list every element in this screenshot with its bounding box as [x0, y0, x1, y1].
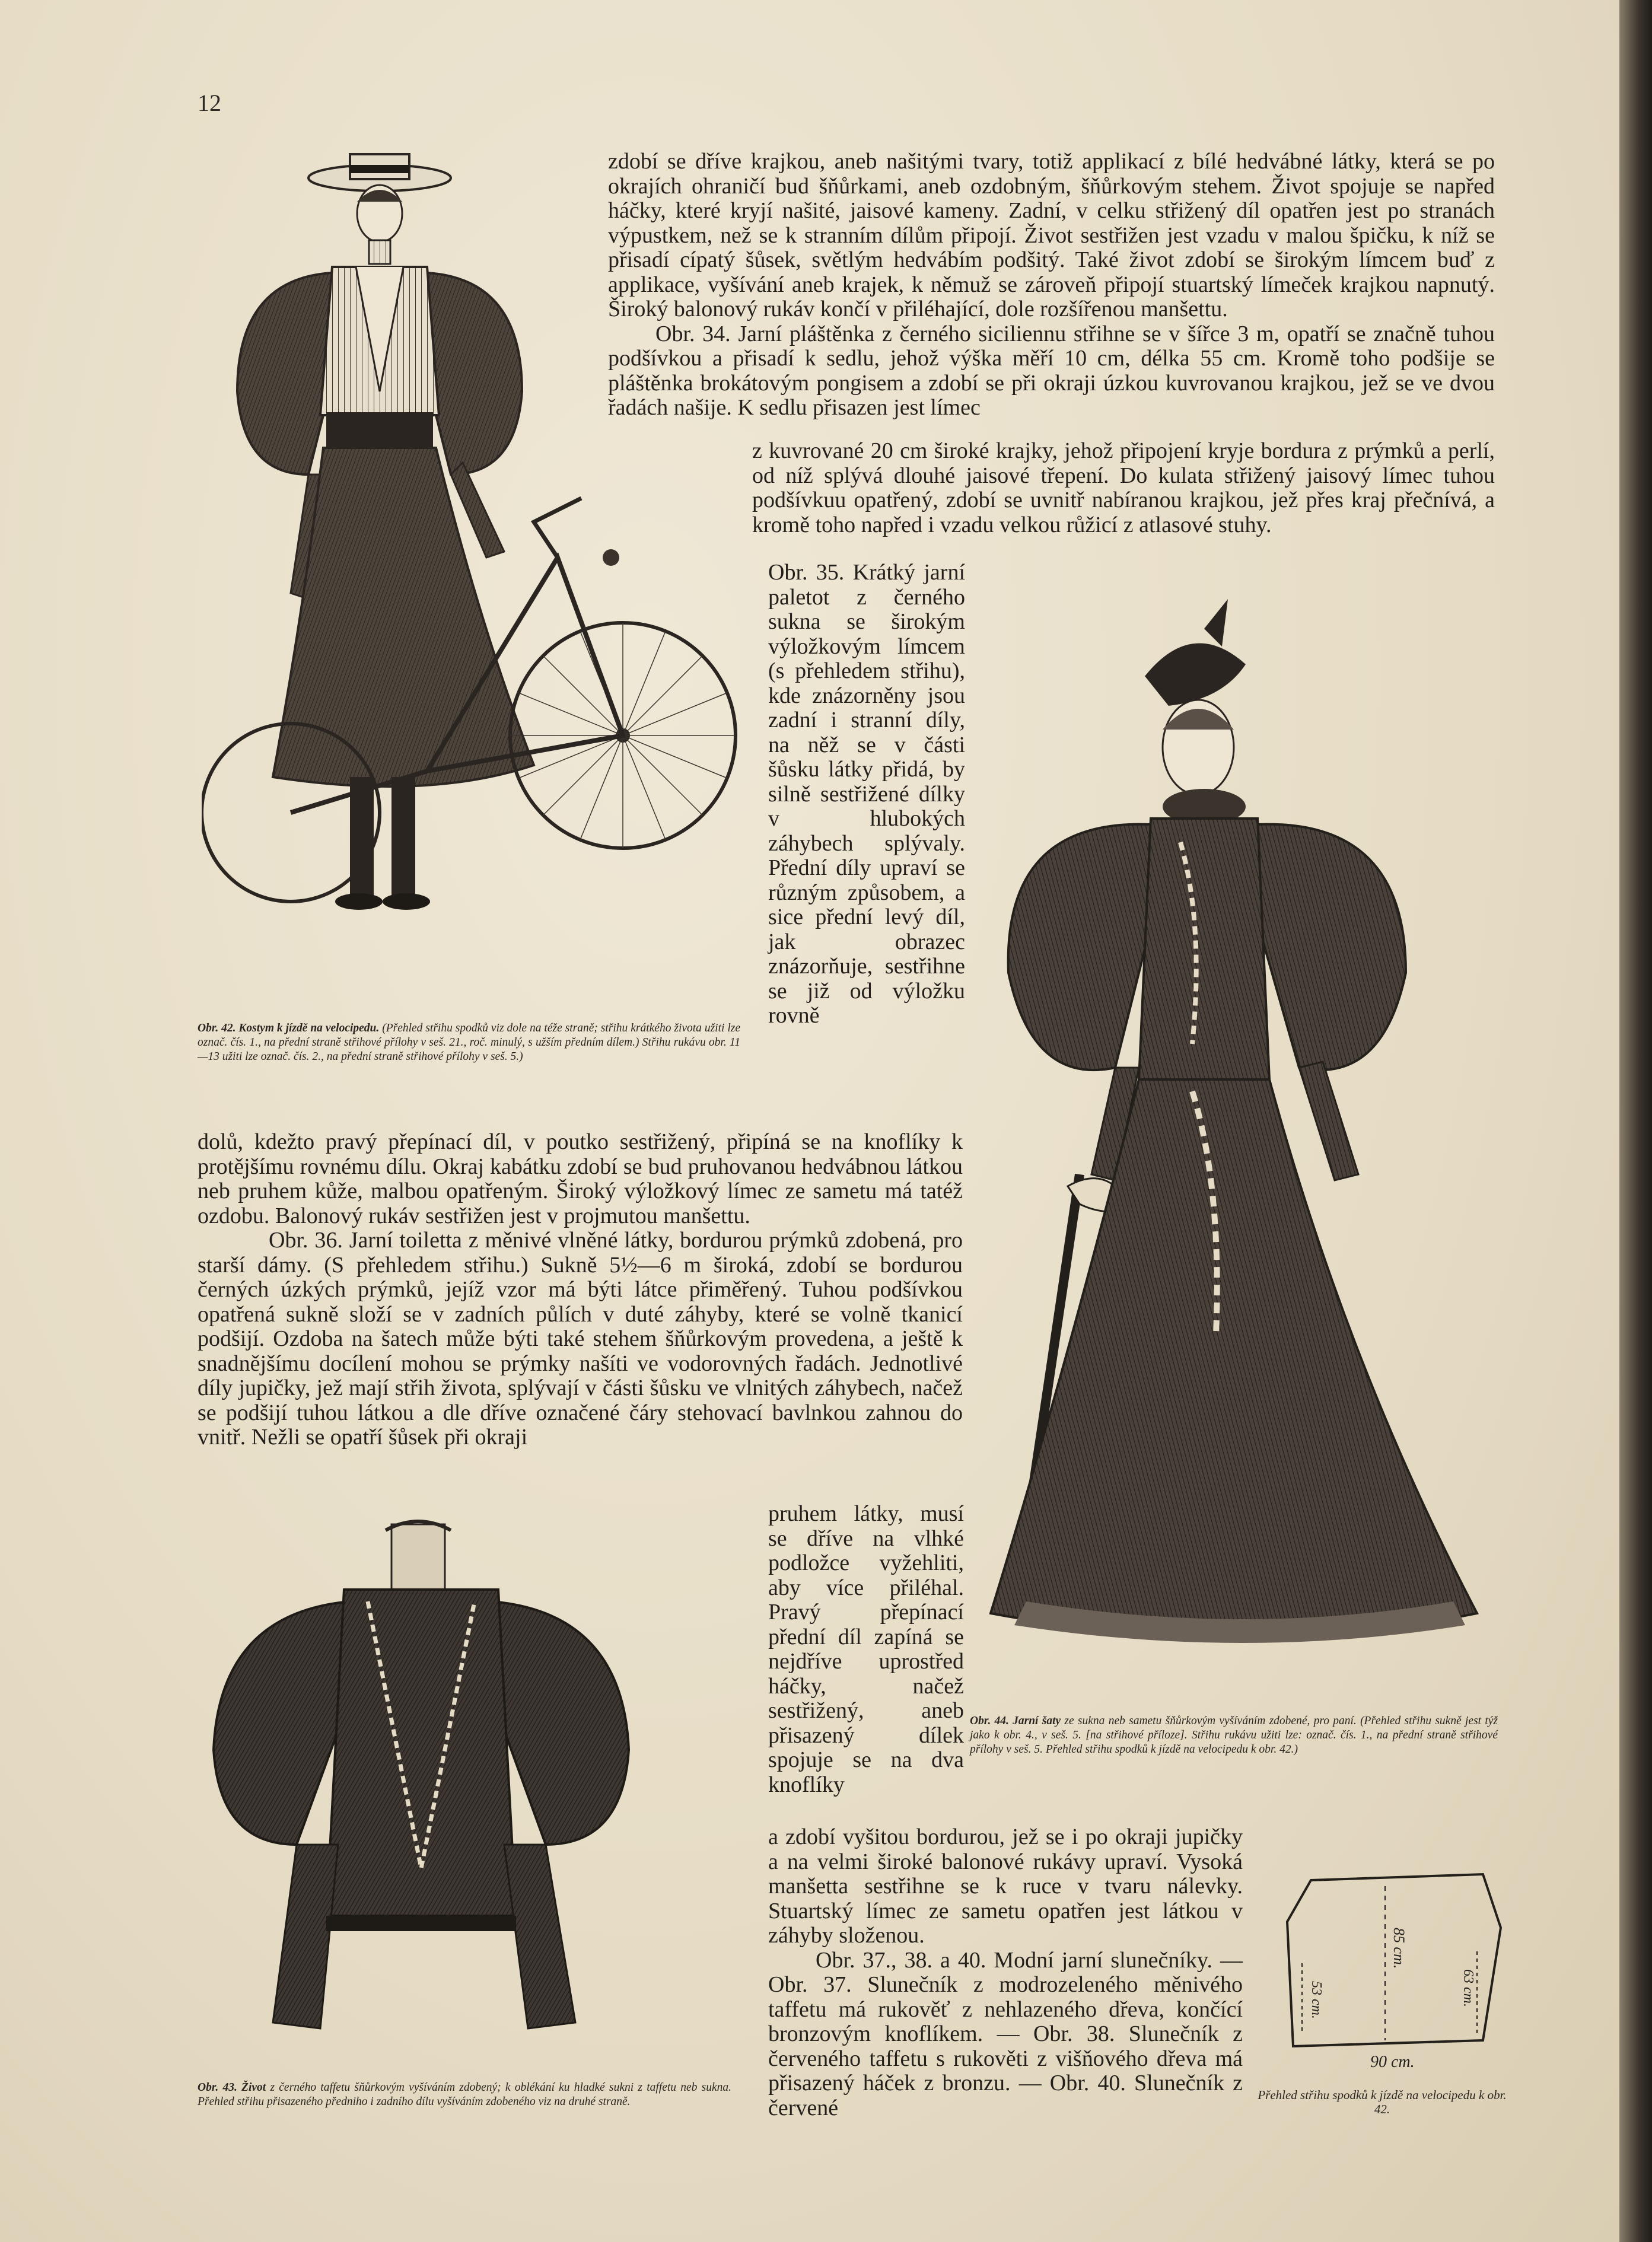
- caption-pattern-text: Přehled střihu spodků k jízdě na velocipedu k obr. 42.: [1258, 2088, 1507, 2116]
- caption-figure-42: [198, 1021, 740, 1064]
- paragraph-jacket-detail: pruhem látky, musí se dříve na vlhké podložce vyžehliti, aby více přiléhal. Pravý přepínací přední díl zapíná se nejdříve uprostřed háčky, načež sestřižený, aneb přisazený dílek spojuje se na dva knoflíky: [768, 1501, 964, 1797]
- caption-figure-44: [970, 1714, 1498, 1757]
- pattern-label-bottom: 90 cm.: [1370, 2053, 1415, 2071]
- paragraph-obr-34: Obr. 34. Jarní pláštěnka z černého siciliennu střihne se v šířce 3 m, opatří se značně tuhou podšívkou a přisadí k sedlu, jehož výška měří 10 cm, délka 55 cm. Kromě toho podšije se pláštěnka brokátovým pongisem a zdobí se při okraji úzkou kuvrovanou krajkou, jež se ve dvou řadách našije. K sedlu přisazen jest límec: [608, 321, 1495, 420]
- text-block-middle-left: [198, 1130, 963, 1450]
- text-block-parasols: [768, 1825, 1243, 2120]
- page-number: 12: [198, 90, 221, 116]
- paragraph-collar: z kuvrované 20 cm široké krajky, jehož připojení kryje bordura z prýmků a perlí, od níž splývá dlouhé jaisové třepení. Do kulata střižený jaisový límec tuhou podšívkuu opatřený, zdobí se uvnitř nabíranou krajkou, jež přes kraj přečnívá, a kromě toho napřed i vzadu velkou růžicí z atlasové stuhy.: [752, 438, 1495, 537]
- text-block-top-right: [608, 149, 1495, 421]
- caption-figure-43-lead: Obr. 43. Život: [198, 2081, 266, 2094]
- figure-44-spring-dress: [967, 593, 1524, 1679]
- caption-figure-44-text: ze sukna neb sametu šňůrkovým vyšíváním zdobené, pro paní. (Přehled střihu sukně jest týž jako k obr. 4., v seš. 5. [na střihové příloze]. Střihu rukávu užiti lze: označ. čís. 1., na přední straně střihové přílohy v seš. 5. Přehled střihu spodků k jízdě na velocipedu k obr. 42.): [970, 1715, 1498, 1756]
- caption-figure-43-text: z černého taffetu šňůrkovým vyšíváním zdobený; k oblékání ku hladké sukni z taffetu neb sukna. Přehled střihu přisazeného předniho i zadního dílu vyšíváním zdobeného viz na druhé straně.: [198, 2081, 732, 2108]
- pattern-label-center: 85 cm.: [1390, 1928, 1408, 1969]
- figure-44-illustration: [967, 593, 1524, 1679]
- figure-43-illustration: [196, 1512, 747, 2058]
- book-edge: [1619, 0, 1652, 2242]
- text-column-jacket: [768, 1502, 964, 1797]
- caption-figure-42-lead: Obr. 42. Kostym k jízdě na velocipedu.: [198, 1022, 380, 1034]
- caption-figure-43: [198, 2081, 731, 2109]
- paragraph-bodice-description: zdobí se dříve krajkou, aneb našitými tvary, totiž applikací z bílé hedvábné látky, která se po okrajích ohraničí bud šňůrkami, aneb ozdobným, šňůrkovým stehem. Život spojuje se napřed háčky, které kryjí našité, jaisové kameny. Zadní, v celku střižený díl opatřen jest po stranách výpustkem, než se k stranním dílům připojí. Život sestřižen jest vzadu v malou špičku, k níž se přisadí cípatý šůsek, světlým hedvábím podšitý. Také život zdobí se širokým límcem buď z applikace, vyšívání aneb krajek, k němuž se zároveň připojí stuartský límeček krajkou napnutý. Široký balonový rukáv končí v přiléhající, dole rozšířenou manšettu.: [608, 149, 1495, 321]
- pattern-diagram-svg: [1275, 1862, 1513, 2082]
- text-block-collar: [752, 439, 1495, 537]
- paragraph-obr-35: Obr. 35. Krátký jarní paletot z černého sukna se širokým výložkovým límcem (s přehledem střihu), kde znázorněny jsou zadní i stranní díly, na něž se v části šůsku látky přidá, by silně sestřižené dílky v hlubokých záhybech splývaly. Přední díly upraví se různým způsobem, a sice přední levý díl, jak obrazec znázorňuje, sestřihne se již od výložku rovně: [768, 560, 965, 1028]
- caption-figure-42-text: (Přehled střihu spodků viz dole na téže straně; střihu krátkého života užiti lze označ. čís. 1., na přední straně střihové přílohy v seš. 21., roč. minulý, s užším předním dílem.) Střihu rukávu obr. 11—13 užiti lze označ. čís. 2., na přední straně střihové přílohy v seš. 5.): [198, 1022, 741, 1063]
- paragraph-obr-36: Obr. 36. Jarní toiletta z měnivé vlněné látky, bordurou prýmků zdobená, pro starší dámy. (S přehledem střihu.) Sukně 5½—6 m široká, zdobí se bordurou černých úzkých prýmků, jejíž vzor má býti látce přiměřený. Tuhou podšívkou opatřená sukně složí se v zadních půlích v duté záhyby, které se volně tkanicí podšijí. Ozdoba na šatech může býti také stehem šňůrkovým provedena, a ještě k snadnějšímu docílení mohou se prýmky našíti ve vodorovných řadách. Jednotlivé díly jupičky, jež mají střih života, splývají v části šůsku ve vlnitých záhybech, načež se podšijí tuhou látkou a dle dříve označené čáry stehovací bavlnkou zahnou do vnitř. Nežli se opatří šůsek při okraji: [198, 1228, 963, 1450]
- caption-pattern-diagram: [1258, 2088, 1507, 2116]
- paragraph-jacket-continuation: dolů, kdežto pravý přepínací díl, v poutko sestřižený, připíná se na knoflíky k protějšímu rovnému dílu. Okraj kabátku zdobí se bud pruhovanou hedvábnou látkou neb pruhem kůže, malbou opatřeným. Široký výložkový límec ze sametu má tatéž ozdobu. Balonový rukáv sestřižen jest v projmutou manšettu.: [198, 1129, 963, 1228]
- pattern-label-left: 53 cm.: [1309, 1981, 1324, 2019]
- paragraph-embroidery: a zdobí vyšitou bordurou, jež se i po okraji jupičky a na velmi široké balonové rukávy upraví. Vysoká manšetta sestřihne se k ruce v tvaru nálevky. Stuartský límec ze sametu opatřen jest látkou v záhyby složenou.: [768, 1824, 1243, 1948]
- paragraph-parasols: Obr. 37., 38. a 40. Modní jarní slunečníky. — Obr. 37. Slunečník z modrozeleného měnivého taffetu má rukověť z nehlazeného dřeva, končící bronzovým knoflíkem. — Obr. 38. Slunečník z červeného taffetu s rukověti z višňového dřeva má přisazený háček z bronzu. — Obr. 40. Slunečník z červené: [768, 1947, 1243, 2120]
- figure-43-bodice: [196, 1512, 747, 2058]
- pattern-label-right: 63 cm.: [1460, 1969, 1476, 2007]
- text-column-obr-35: [768, 560, 965, 1028]
- pattern-diagram-cycling-breeches: [1275, 1862, 1513, 2082]
- caption-figure-44-lead: Obr. 44. Jarní šaty: [970, 1715, 1061, 1727]
